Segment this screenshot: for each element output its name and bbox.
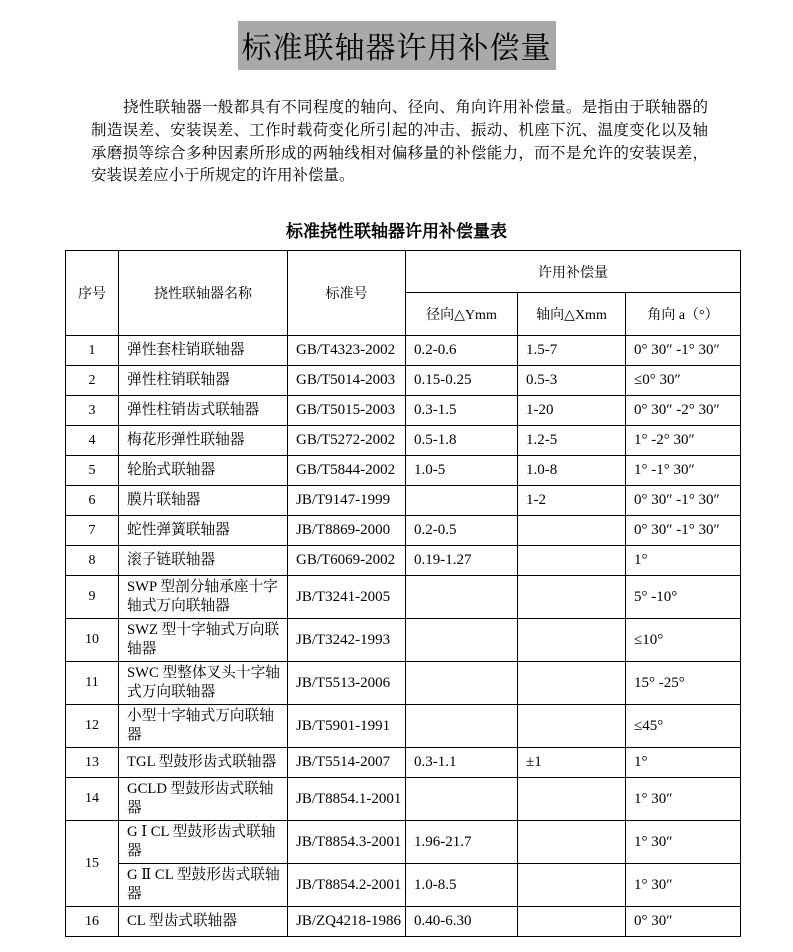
cell-radial	[406, 778, 518, 821]
cell-standard: GB/T5014-2003	[288, 366, 406, 396]
table-row	[66, 748, 741, 778]
cell-name: GCLD 型鼓形齿式联轴器	[119, 778, 288, 821]
table-row	[66, 456, 741, 486]
cell-index: 6	[66, 486, 119, 516]
col-header-axial: 轴向△Xmm	[518, 293, 626, 336]
cell-name: 弹性套柱销联轴器	[119, 336, 288, 366]
cell-name: 弹性柱销联轴器	[119, 366, 288, 396]
cell-radial: 1.96-21.7	[406, 821, 518, 864]
cell-angular: 1° -1° 30″	[626, 456, 741, 486]
table-row	[66, 821, 741, 864]
cell-index: 1	[66, 336, 119, 366]
cell-axial	[518, 662, 626, 705]
cell-radial: 1.0-8.5	[406, 864, 518, 907]
cell-name: 蛇性弹簧联轴器	[119, 516, 288, 546]
intro-paragraph: 挠性联轴器一般都具有不同程度的轴向、径向、角向许用补偿量。是指由于联轴器的制造误差、安装误差、工作时载荷变化所引起的冲击、振动、机座下沉、温度变化以及轴承磨损等综合多种因素所形成的两轴线相对偏移量的补偿能力，而不是允许的安装误差，安装误差应小于所规定的许用补偿量。	[91, 99, 708, 185]
cell-angular: 1°	[626, 748, 741, 778]
cell-index: 7	[66, 516, 119, 546]
cell-index: 9	[66, 576, 119, 619]
table-row	[66, 705, 741, 748]
cell-radial	[406, 576, 518, 619]
table-row	[66, 516, 741, 546]
cell-angular: 0° 30″	[626, 907, 741, 937]
cell-axial	[518, 576, 626, 619]
cell-angular: 0° 30″ -1° 30″	[626, 486, 741, 516]
cell-radial: 0.5-1.8	[406, 426, 518, 456]
cell-angular: ≤45°	[626, 705, 741, 748]
col-header-standard: 标准号	[288, 251, 406, 336]
cell-radial	[406, 619, 518, 662]
cell-radial	[406, 662, 518, 705]
cell-standard: JB/T8854.2-2001	[288, 864, 406, 907]
cell-index: 10	[66, 619, 119, 662]
table-row	[66, 336, 741, 366]
cell-axial	[518, 864, 626, 907]
cell-index: 8	[66, 546, 119, 576]
col-header-compensation: 许用补偿量	[406, 251, 741, 293]
title-block	[0, 21, 793, 70]
cell-axial: 1.5-7	[518, 336, 626, 366]
table-row	[66, 778, 741, 821]
cell-radial: 1.0-5	[406, 456, 518, 486]
cell-name: SWP 型剖分轴承座十字轴式万向联轴器	[119, 576, 288, 619]
cell-angular: ≤0° 30″	[626, 366, 741, 396]
col-header-angular: 角向 a（°）	[626, 293, 741, 336]
cell-index: 15	[66, 821, 119, 907]
header-row-1	[66, 251, 741, 293]
cell-axial	[518, 516, 626, 546]
cell-name: 弹性柱销齿式联轴器	[119, 396, 288, 426]
cell-standard: JB/T5514-2007	[288, 748, 406, 778]
cell-angular: 1° 30″	[626, 778, 741, 821]
cell-angular: 0° 30″ -1° 30″	[626, 336, 741, 366]
cell-radial: 0.3-1.5	[406, 396, 518, 426]
cell-angular: 0° 30″ -1° 30″	[626, 516, 741, 546]
cell-standard: GB/T5844-2002	[288, 456, 406, 486]
cell-standard: GB/T4323-2002	[288, 336, 406, 366]
cell-angular: ≤10°	[626, 619, 741, 662]
cell-radial	[406, 486, 518, 516]
cell-axial	[518, 821, 626, 864]
compensation-table	[65, 250, 741, 937]
cell-standard: JB/ZQ4218-1986	[288, 907, 406, 937]
cell-name: CL 型齿式联轴器	[119, 907, 288, 937]
table-row	[66, 366, 741, 396]
table-row	[66, 576, 741, 619]
cell-name: G Ⅰ CL 型鼓形齿式联轴器	[119, 821, 288, 864]
cell-index: 14	[66, 778, 119, 821]
cell-radial: 0.15-0.25	[406, 366, 518, 396]
table-row	[66, 662, 741, 705]
cell-name: 膜片联轴器	[119, 486, 288, 516]
cell-radial: 0.3-1.1	[406, 748, 518, 778]
cell-axial	[518, 546, 626, 576]
table-row	[66, 396, 741, 426]
cell-name: SWC 型整体叉头十字轴式万向联轴器	[119, 662, 288, 705]
cell-standard: JB/T3241-2005	[288, 576, 406, 619]
cell-name: 滚子链联轴器	[119, 546, 288, 576]
cell-radial	[406, 705, 518, 748]
cell-name: 梅花形弹性联轴器	[119, 426, 288, 456]
cell-axial: 1.2-5	[518, 426, 626, 456]
cell-standard: JB/T5901-1991	[288, 705, 406, 748]
col-header-name: 挠性联轴器名称	[119, 251, 288, 336]
cell-name: SWZ 型十字轴式万向联轴器	[119, 619, 288, 662]
table-row	[66, 546, 741, 576]
cell-angular: 5° -10°	[626, 576, 741, 619]
cell-axial: 1.0-8	[518, 456, 626, 486]
cell-name: 小型十字轴式万向联轴器	[119, 705, 288, 748]
cell-angular: 0° 30″ -2° 30″	[626, 396, 741, 426]
col-header-index: 序号	[66, 251, 119, 336]
cell-index: 2	[66, 366, 119, 396]
cell-axial	[518, 619, 626, 662]
table-row	[66, 426, 741, 456]
table-title: 标准挠性联轴器许用补偿量表	[286, 222, 507, 241]
cell-axial: 1-2	[518, 486, 626, 516]
cell-index: 11	[66, 662, 119, 705]
cell-angular: 1° -2° 30″	[626, 426, 741, 456]
cell-index: 5	[66, 456, 119, 486]
cell-standard: JB/T3242-1993	[288, 619, 406, 662]
cell-standard: JB/T8854.3-2001	[288, 821, 406, 864]
cell-radial: 0.2-0.6	[406, 336, 518, 366]
table-row	[66, 864, 741, 907]
table-row	[66, 907, 741, 937]
cell-name: TGL 型鼓形齿式联轴器	[119, 748, 288, 778]
cell-angular: 1° 30″	[626, 864, 741, 907]
cell-radial: 0.19-1.27	[406, 546, 518, 576]
page-title: 标准联轴器许用补偿量	[238, 21, 556, 70]
cell-index: 3	[66, 396, 119, 426]
cell-axial	[518, 705, 626, 748]
cell-axial: 0.5-3	[518, 366, 626, 396]
cell-index: 12	[66, 705, 119, 748]
cell-name: G Ⅱ CL 型鼓形齿式联轴器	[119, 864, 288, 907]
cell-axial	[518, 778, 626, 821]
cell-index: 16	[66, 907, 119, 937]
cell-radial: 0.2-0.5	[406, 516, 518, 546]
cell-index: 4	[66, 426, 119, 456]
cell-angular: 15° -25°	[626, 662, 741, 705]
cell-radial: 0.40-6.30	[406, 907, 518, 937]
cell-axial: ±1	[518, 748, 626, 778]
cell-standard: GB/T6069-2002	[288, 546, 406, 576]
table-row	[66, 619, 741, 662]
cell-angular: 1° 30″	[626, 821, 741, 864]
cell-standard: JB/T8854.1-2001	[288, 778, 406, 821]
cell-standard: GB/T5272-2002	[288, 426, 406, 456]
col-header-radial: 径向△Ymm	[406, 293, 518, 336]
cell-angular: 1°	[626, 546, 741, 576]
cell-axial: 1-20	[518, 396, 626, 426]
cell-standard: GB/T5015-2003	[288, 396, 406, 426]
cell-index: 13	[66, 748, 119, 778]
cell-standard: JB/T5513-2006	[288, 662, 406, 705]
cell-standard: JB/T9147-1999	[288, 486, 406, 516]
table-row	[66, 486, 741, 516]
cell-axial	[518, 907, 626, 937]
cell-standard: JB/T8869-2000	[288, 516, 406, 546]
cell-name: 轮胎式联轴器	[119, 456, 288, 486]
